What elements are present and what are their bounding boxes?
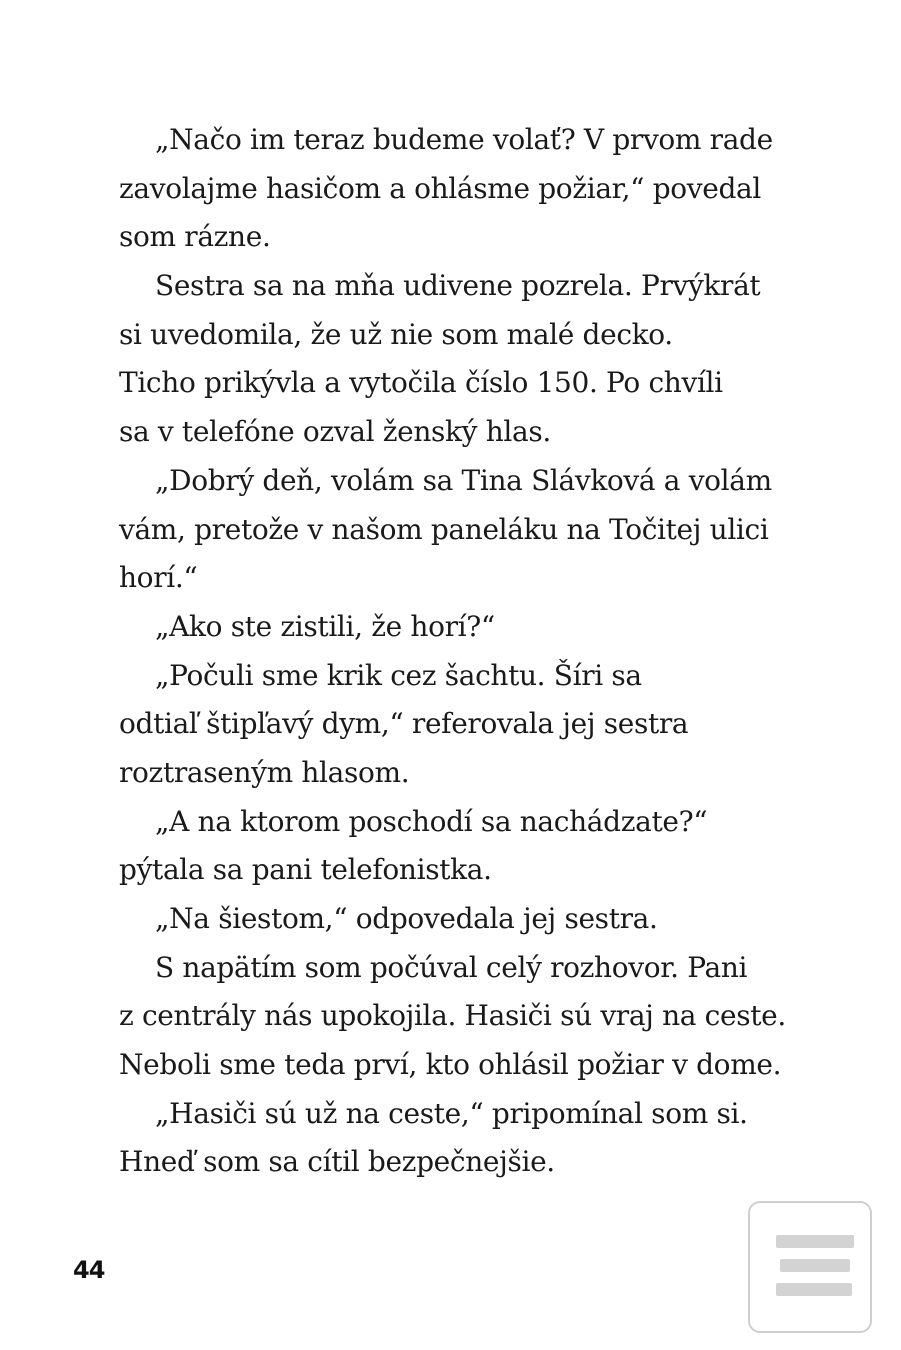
text-line: Ticho prikývla a vytočila číslo 150. Po chvíli	[119, 366, 723, 400]
text-line: „Počuli sme krik cez šachtu. Šíri sa	[155, 658, 642, 692]
paragraph-8	[119, 944, 799, 1090]
paragraph-1	[119, 116, 799, 262]
text-line: „Na šiestom,“ odpovedala jej sestra.	[155, 902, 658, 935]
text-line: som rázne.	[119, 220, 271, 254]
text-line: sa v telefóne ozval ženský hlas.	[119, 415, 551, 449]
page-text	[119, 116, 799, 1187]
text-line: si uvedomila, že už nie som malé decko.	[119, 317, 673, 351]
text-line: zavolajme hasičom a ohlásme požiar,“ povedal	[119, 171, 761, 205]
text-line: roztraseným hlasom.	[119, 755, 410, 789]
text-line: z centrály nás upokojila. Hasiči sú vraj na ceste.	[119, 999, 786, 1033]
text-line: horí.“	[119, 561, 198, 595]
text-line: odtiaľ štipľavý dym,“ referovala jej sestra	[119, 707, 689, 741]
paragraph-7	[119, 895, 799, 944]
text-line: „Hasiči sú už na ceste,“ pripomínal som si.	[155, 1096, 748, 1130]
text-line: „Načo im teraz budeme volať? V prvom rade	[155, 123, 773, 156]
text-line: vám, pretože v našom paneláku na Točitej ulici	[119, 512, 769, 546]
text-line: S napätím som počúval celý rozhovor. Pani	[155, 950, 748, 984]
paragraph-5	[119, 652, 799, 798]
text-line: „Dobrý deň, volám sa Tina Slávková a volám	[155, 463, 772, 497]
text-line: pýtala sa pani telefonistka.	[119, 853, 492, 887]
text-line: Neboli sme teda prví, kto ohlásil požiar v dome.	[119, 1048, 782, 1082]
text-line: „Ako ste zistili, že horí?“	[155, 609, 495, 643]
paragraph-4	[119, 603, 799, 652]
text-line: Sestra sa na mňa udivene pozrela. Prvýkrát	[155, 269, 761, 303]
page-number: 44	[73, 1256, 105, 1284]
text-line: Hneď som sa cítil bezpečnejšie.	[119, 1145, 555, 1179]
paragraph-9	[119, 1090, 799, 1187]
text-line: „A na ktorom poschodí sa nachádzate?“	[155, 804, 708, 838]
book-stack-icon	[748, 1201, 872, 1333]
paragraph-6	[119, 798, 799, 895]
paragraph-2	[119, 262, 799, 457]
paragraph-3	[119, 457, 799, 603]
